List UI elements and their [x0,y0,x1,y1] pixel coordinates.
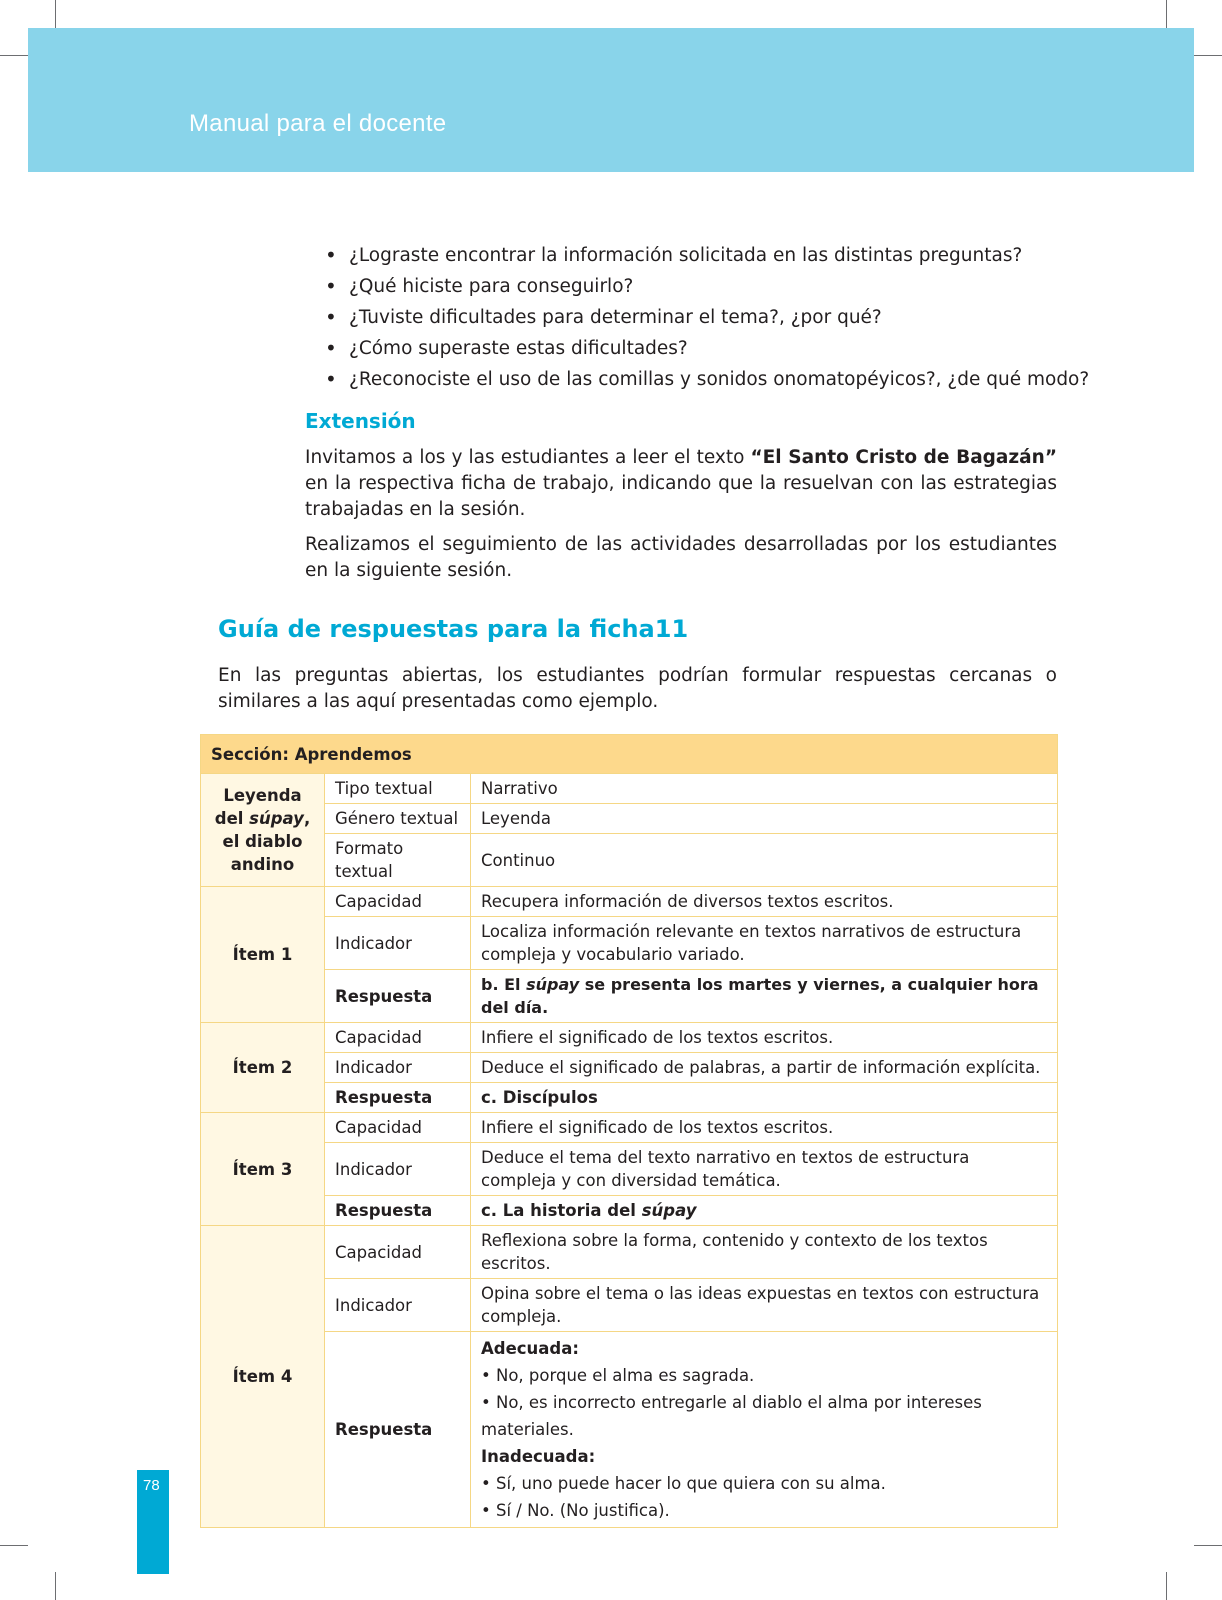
table-cell-label: Indicador [325,1143,471,1196]
table-cell-label: Capacidad [325,1113,471,1143]
item-label: Ítem 3 [201,1113,325,1226]
table-row [201,887,1058,917]
table-row [201,735,1058,774]
table-row [201,1226,1058,1279]
table-row [201,1196,1058,1226]
inadequate-label: Inadecuada: [481,1447,596,1466]
answer-italic: súpay [641,1201,697,1220]
table-cell-label: Formato textual [325,834,471,887]
list-item: • ¿Tuviste dificultades para determinar el tema?, ¿por qué? [325,302,1089,333]
table-cell-value: Localiza información relevante en textos narrativos de estructura compleja y vocabulario variado. [471,917,1058,970]
text-title-part: Leyenda del [214,786,302,828]
table-cell-label: Indicador [325,1053,471,1083]
table-cell-value: Deduce el significado de palabras, a partir de información explícita. [471,1053,1058,1083]
answers-table [200,734,1058,1528]
list-item: • ¿Qué hiciste para conseguirlo? [325,271,1089,302]
answer-text: se presenta los martes y viernes, a cualquier hora del día. [481,975,1039,1017]
table-row [201,1053,1058,1083]
table-section-header: Sección: Aprendemos [201,735,1058,774]
table-row [201,1332,1058,1528]
table-cell-value: Narrativo [471,774,1058,804]
text-title-part: , el diablo andino [222,809,311,874]
item-label: Ítem 4 [201,1226,325,1528]
header-band [28,28,1194,172]
page-number: 78 [143,1477,160,1494]
crop-mark [55,1572,56,1600]
table-row [201,1083,1058,1113]
guide-title: Guía de respuestas para la ficha11 [218,615,689,643]
answer-cell [471,1332,1058,1528]
table-row [201,774,1058,804]
answer-cell [471,1196,1058,1226]
table-row [201,1279,1058,1332]
table-cell-value: Deduce el tema del texto narrativo en textos de estructura compleja y con diversidad temática. [471,1143,1058,1196]
crop-mark [55,0,56,28]
adequate-answer: • No, es incorrecto entregarle al diablo el alma por intereses materiales. [481,1393,982,1439]
guide-intro: En las preguntas abiertas, los estudiantes podrían formular respuestas cercanas o similares a las aquí presentadas como ejemplo. [218,665,1057,712]
answer-text: b. El [481,975,527,994]
inadequate-answer: • Sí / No. (No justifica). [481,1501,670,1520]
answer-cell: c. Discípulos [471,1083,1058,1113]
table-cell-label: Respuesta [325,1083,471,1113]
reflection-questions [325,240,1089,395]
table-row [201,804,1058,834]
crop-mark [0,1545,28,1546]
header-title: Manual para el docente [189,110,447,137]
crop-mark [1194,1545,1222,1546]
crop-mark [1166,1572,1167,1600]
table-cell-value: Leyenda [471,804,1058,834]
table-cell-label: Respuesta [325,1196,471,1226]
table-row [201,1113,1058,1143]
table-cell-value: Infiere el significado de los textos escritos. [471,1113,1058,1143]
table-cell-value: Reflexiona sobre la forma, contenido y contexto de los textos escritos. [471,1226,1058,1279]
text-title-cell [201,774,325,887]
table-cell-label: Respuesta [325,1332,471,1528]
extension-heading: Extensión [305,409,416,433]
inadequate-answer: • Sí, uno puede hacer lo que quiera con su alma. [481,1474,886,1493]
list-item: • ¿Reconociste el uso de las comillas y sonidos onomatopéyicos?, ¿de qué modo? [325,364,1089,395]
table-cell-value: Opina sobre el tema o las ideas expuestas en textos con estructura compleja. [471,1279,1058,1332]
paragraph-text: en la respectiva ficha de trabajo, indicando que la resuelvan con las estrategias trabajadas en la sesión. [305,473,1057,520]
table-cell-label: Capacidad [325,1226,471,1279]
table-row [201,1023,1058,1053]
book-title: “El Santo Cristo de Bagazán” [750,447,1057,468]
adequate-answer: • No, porque el alma es sagrada. [481,1366,755,1385]
list-item: • ¿Lograste encontrar la información solicitada en las distintas preguntas? [325,240,1089,271]
table-cell-label: Capacidad [325,1023,471,1053]
crop-mark [1166,0,1167,28]
answer-italic: súpay [526,975,580,994]
table-cell-label: Indicador [325,917,471,970]
table-cell-label: Género textual [325,804,471,834]
extension-paragraph-1 [305,445,1057,523]
crop-mark [0,55,28,56]
table-row [201,834,1058,887]
crop-mark [1194,55,1222,56]
answer-cell [471,970,1058,1023]
list-item: • ¿Cómo superaste estas dificultades? [325,333,1089,364]
paragraph-text: Invitamos a los y las estudiantes a leer el texto [305,447,751,468]
table-row [201,1143,1058,1196]
table-cell-label: Indicador [325,1279,471,1332]
table-cell-value: Infiere el significado de los textos escritos. [471,1023,1058,1053]
item-label: Ítem 2 [201,1023,325,1113]
text-title-italic: súpay [249,809,304,828]
text-title [215,786,310,874]
table-cell-label: Capacidad [325,887,471,917]
adequate-label: Adecuada: [481,1339,579,1358]
table-cell-value: Continuo [471,834,1058,887]
answer-text: c. La historia del [481,1201,642,1220]
table-cell-label: Respuesta [325,970,471,1023]
table-row [201,917,1058,970]
table-row [201,970,1058,1023]
item-label: Ítem 1 [201,887,325,1023]
extension-paragraph-2: Realizamos el seguimiento de las actividades desarrolladas por los estudiantes en la siguiente sesión. [305,534,1057,581]
table-cell-value: Recupera información de diversos textos escritos. [471,887,1058,917]
table-cell-label: Tipo textual [325,774,471,804]
